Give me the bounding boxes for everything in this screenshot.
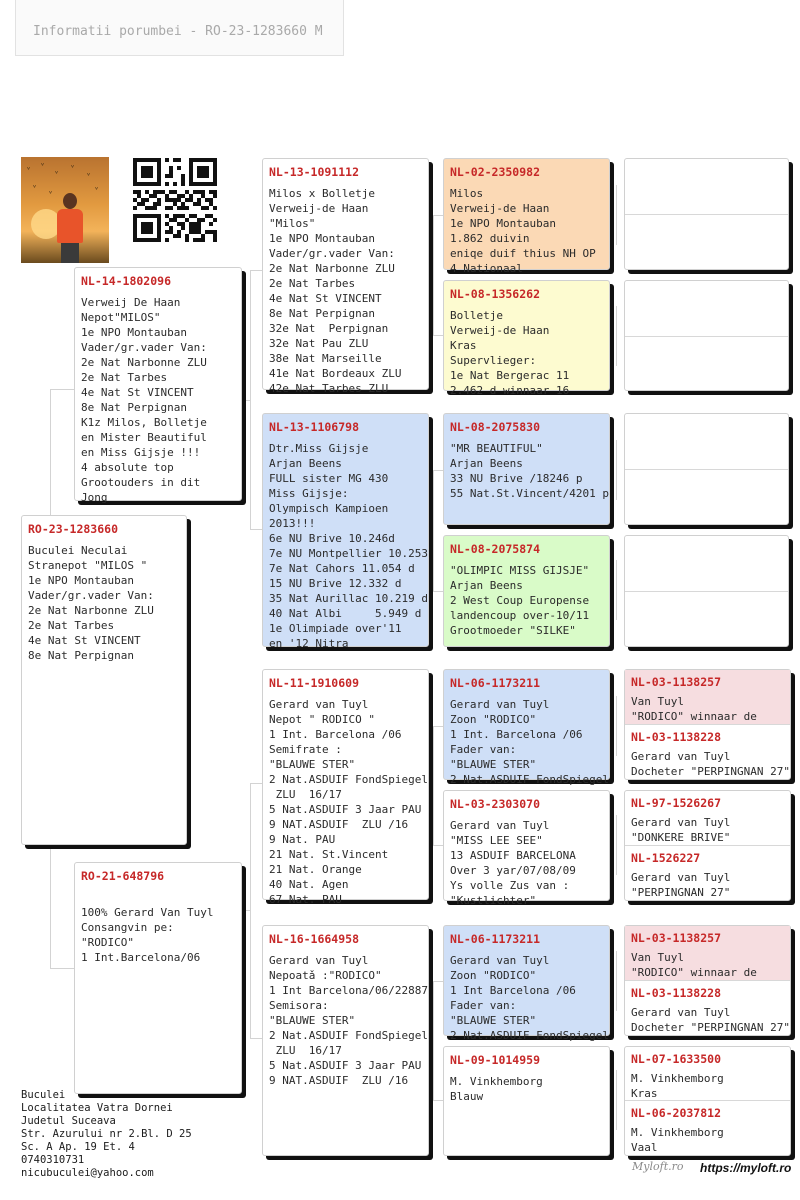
- ring-number: NL-06-1173211: [450, 676, 541, 690]
- connector-line: [433, 981, 443, 982]
- ring-number: NL-03-1138257: [631, 675, 722, 689]
- connector-line: [433, 335, 443, 336]
- ancestor-sire[interactable]: [625, 1047, 790, 1101]
- pigeon-notes: Gerard van Tuyl "DONKERE BRIVE": [631, 816, 731, 844]
- empty-ancestor-pair[interactable]: [624, 413, 789, 525]
- ring-number: NL-03-2303070: [450, 797, 541, 811]
- great-grandparent-card[interactable]: [443, 413, 610, 525]
- connector-line: [616, 185, 617, 245]
- connector-line: [50, 389, 74, 390]
- signature-logo: Myloft.ro: [632, 1160, 684, 1173]
- connector-line: [433, 1100, 443, 1101]
- ring-number: NL-16-1664958: [269, 932, 360, 946]
- person-body: [57, 209, 83, 243]
- pigeon-notes: Verweij De Haan Nepot"MILOS" 1e NPO Montauban Vader/gr.vader Van: 2e Nat Narbonne ZLU 2e Nat Tarbes 4e Nat St VINCENT 8e Nat Perpignan K1z Milos, Bolletje en Mister Beautiful en Miss Gijsje !!! 4 absolute top Grootouders in dit Jong: [81, 296, 207, 504]
- pigeon-notes: Milos x Bolletje Verweij-de Haan "Milos" 1e NPO Montauban Vader/gr.vader Van: 2e Nat Narbonne ZLU 2e Nat Tarbes 4e Nat St VINCENT 8e Nat Perpignan 32e Nat Perpignan 32e Nat Pau ZLU 38e Nat Marseille 41e Nat Bordeaux ZLU 42e Nat Tarbes ZLU: [269, 187, 402, 395]
- empty-ancestor-pair[interactable]: [624, 280, 789, 391]
- bird-icon: ᵛ: [55, 169, 59, 178]
- footer-link[interactable]: https://myloft.ro: [700, 1161, 792, 1175]
- connector-line: [616, 696, 617, 756]
- pigeon-notes: Bolletje Verweij-de Haan Kras Supervlieger: 1e Nat Bergerac 11 2.462 d winnaar 16: [450, 309, 570, 397]
- pigeon-notes: Gerard van Tuyl "PERPINGNAN 27": [631, 870, 731, 899]
- ring-number: NL-06-1173211: [450, 932, 541, 946]
- ring-number: NL-08-1356262: [450, 287, 541, 301]
- ancestor-pair-card[interactable]: [624, 790, 791, 901]
- ring-number: NL-97-1526267: [631, 796, 722, 810]
- connector-line: [433, 215, 434, 335]
- ancestor-pair-card[interactable]: [624, 669, 791, 780]
- pigeon-notes: Van Tuyl "RODICO" winnaar de: [631, 951, 757, 979]
- grandparent-card[interactable]: [262, 669, 429, 906]
- connector-line: [242, 910, 250, 911]
- great-grandparent-card[interactable]: [443, 1046, 610, 1156]
- pigeon-notes: Van Tuyl "RODICO" winnaar de: [631, 695, 757, 723]
- pigeon-notes: M. Vinkhemborg Blauw: [450, 1075, 543, 1103]
- ancestor-sire[interactable]: [625, 926, 790, 981]
- great-grandparent-card[interactable]: [443, 280, 610, 397]
- sire-card[interactable]: [74, 267, 242, 504]
- connector-line: [250, 1038, 262, 1039]
- person-legs: [61, 243, 79, 263]
- connector-line: [616, 440, 617, 500]
- bird-icon: ᵛ: [33, 183, 37, 192]
- pigeon-notes: Gerard van Tuyl Docheter "PERPINGNAN 27": [631, 1005, 790, 1034]
- ring-number: NL-13-1106798: [269, 420, 360, 434]
- empty-ancestor-pair[interactable]: [624, 535, 789, 647]
- bird-icon: ᵛ: [27, 165, 31, 174]
- connector-line: [250, 783, 251, 1039]
- ancestor-sire[interactable]: [625, 791, 790, 846]
- pigeon-notes: Gerard van Tuyl Docheter "PERPINGNAN 27": [631, 749, 790, 778]
- connector-line: [250, 270, 262, 271]
- ring-number: NL-06-2037812: [631, 1106, 722, 1120]
- connector-line: [616, 951, 617, 1011]
- pigeon-notes: "OLIMPIC MISS GIJSJE" Arjan Beens 2 West Coup Europense landencoup over-10/11 Grootmoeder "SILKE": [450, 564, 590, 637]
- grandparent-card[interactable]: [262, 413, 429, 650]
- connector-line: [50, 968, 74, 969]
- ancestor-dam[interactable]: [625, 981, 790, 1036]
- ring-number: NL-02-2350982: [450, 165, 541, 179]
- connector-line: [616, 306, 617, 366]
- pigeon-notes: M. Vinkhemborg Vaal: [631, 1126, 724, 1154]
- connector-line: [433, 981, 434, 1101]
- owner-address: Buculei Localitatea Vatra Dornei Judetul Suceava Str. Azurului nr 2.Bl. D 25 Sc. A Ap. 19 Et. 4 0740310731 nicubuculei@yahoo.com: [21, 1089, 192, 1179]
- pigeon-notes: Gerard van Tuyl "MISS LEE SEE" 13 ASDUIF BARCELONA Over 3 yar/07/08/09 Ys volle Zus van : "Kustlichter": [450, 819, 576, 907]
- bird-icon: ᵛ: [95, 185, 99, 194]
- connector-line: [433, 726, 443, 727]
- ring-number: NL-03-1138257: [631, 931, 722, 945]
- qr-code[interactable]: [133, 158, 217, 242]
- pigeon-notes: Buculei Neculai Stranepot "MILOS " 1e NPO Montauban Vader/gr.vader Van: 2e Nat Narbonne ZLU 2e Nat Tarbes 4e Nat St VINCENT 8e Nat Perpignan: [28, 544, 154, 662]
- pigeon-notes: Gerard van Tuyl Zoon "RODICO" 1 Int Barcelona /06 Fader van: "BLAUWE STER" 2 Nat.ASDUIF FondSpiegel: [450, 954, 609, 1042]
- connector-line: [433, 845, 443, 846]
- pigeon-notes: Milos Verweij-de Haan 1e NPO Montauban 1.862 duivin eniqe duif thius NH OP 4 Nationaal: [450, 187, 596, 275]
- ring-number: NL-09-1014959: [450, 1053, 541, 1067]
- ring-number: NL-11-1910609: [269, 676, 360, 690]
- ring-number: RO-21-648796: [81, 869, 165, 883]
- connector-line: [50, 845, 51, 969]
- page-title-box: [15, 0, 344, 56]
- ring-number: NL-08-2075874: [450, 542, 541, 556]
- pigeon-notes: Gerard van Tuyl Nepoatǎ :"RODICO" 1 Int Barcelona/06/22887 Semisora: "BLAUWE STER" 2 Nat.ASDUIF FondSpiegel ZLU 16/17 5 Nat.ASDUIF 3 Jaar PAU 9 NAT.ASDUIF ZLU /16: [269, 954, 428, 1087]
- connector-line: [433, 470, 443, 471]
- great-grandparent-card[interactable]: [443, 535, 610, 647]
- bird-icon: ᵛ: [49, 189, 53, 198]
- ancestor-dam[interactable]: [625, 846, 790, 901]
- pigeon-notes: Gerard van Tuyl Nepot " RODICO " 1 Int. Barcelona /06 Semifrate : "BLAUWE STER" 2 Nat.ASDUIF FondSpiegel ZLU 16/17 5 Nat.ASDUIF 3 Jaar PAU 9 NAT.ASDUIF ZLU /16 9 Nat. PAU 21 Nat. St.Vincent 21 Nat. Orange 40 Nat. Agen 67 Nat. PAU: [269, 698, 428, 906]
- ring-number: NL-03-1138228: [631, 985, 722, 1000]
- pigeon-notes: Dtr.Miss Gijsje Arjan Beens FULL sister MG 430 Miss Gijsje: Olympisch Kampioen 2013!!! 6e NU Brive 10.246d 7e NU Montpellier 10.253 7e Nat Cahors 11.054 d 15 NU Brive 12.332 d 35 Nat Aurillac 10.219 d 40 Nat Albi 5.949 d 1e Olimpiade over'11 en '12 Nitra: [269, 442, 428, 650]
- connector-line: [50, 389, 51, 515]
- divider: [625, 214, 788, 215]
- qr-code-icon: [133, 158, 217, 242]
- ancestor-sire[interactable]: [625, 670, 790, 725]
- ring-number: RO-23-1283660: [28, 522, 119, 536]
- pigeon-notes: 100% Gerard Van Tuyl Consangvin pe: "RODICO" 1 Int.Barcelona/06: [81, 906, 214, 964]
- ancestor-pair-card[interactable]: [624, 925, 791, 1036]
- ring-number: NL-1526227: [631, 850, 701, 865]
- ring-number: NL-08-2075830: [450, 420, 541, 434]
- pigeon-notes: Gerard van Tuyl Zoon "RODICO" 1 Int. Barcelona /06 Fader van: "BLAUWE STER" 2 Nat.ASDUIF FondSpiegel: [450, 698, 609, 786]
- connector-line: [616, 1070, 617, 1130]
- connector-line: [250, 529, 262, 530]
- great-grandparent-card[interactable]: [443, 925, 610, 1042]
- connector-line: [433, 726, 434, 846]
- pigeon-notes: M. Vinkhemborg Kras: [631, 1072, 724, 1100]
- empty-ancestor-pair[interactable]: [624, 158, 789, 270]
- grandparent-card[interactable]: [262, 158, 429, 395]
- bird-icon: ᵛ: [71, 163, 75, 172]
- connector-line: [250, 270, 251, 530]
- great-grandparent-card[interactable]: [443, 158, 610, 275]
- divider: [625, 469, 788, 470]
- divider: [625, 591, 788, 592]
- connector-line: [242, 400, 250, 401]
- divider: [625, 336, 788, 337]
- ring-number: NL-07-1633500: [631, 1052, 722, 1066]
- grandparent-card[interactable]: [262, 925, 429, 1156]
- connector-line: [616, 815, 617, 875]
- connector-line: [433, 591, 443, 592]
- bird-icon: ᵛ: [87, 171, 91, 180]
- great-grandparent-card[interactable]: [443, 669, 610, 786]
- page-title: Informatii porumbei - RO-23-1283660 M: [33, 24, 323, 39]
- connector-line: [250, 783, 262, 784]
- bird-icon: ᵛ: [41, 161, 45, 170]
- owner-photo: [21, 157, 109, 263]
- ancestor-dam[interactable]: [625, 725, 790, 780]
- ring-number: NL-14-1802096: [81, 274, 172, 288]
- pigeon-notes: "MR BEAUTIFUL" Arjan Beens 33 NU Brive /18246 p 55 Nat.St.Vincent/4201 p: [450, 442, 609, 500]
- connector-line: [616, 560, 617, 620]
- ancestor-dam[interactable]: [625, 1101, 790, 1155]
- ancestor-pair-card[interactable]: [624, 1046, 791, 1156]
- dam-card[interactable]: [74, 862, 242, 1094]
- ring-number: NL-13-1091112: [269, 165, 360, 179]
- ring-number: NL-03-1138228: [631, 729, 722, 744]
- great-grandparent-card[interactable]: [443, 790, 610, 907]
- connector-line: [433, 470, 434, 592]
- subject-card[interactable]: [21, 515, 187, 845]
- person-head: [63, 193, 77, 209]
- connector-line: [433, 215, 443, 216]
